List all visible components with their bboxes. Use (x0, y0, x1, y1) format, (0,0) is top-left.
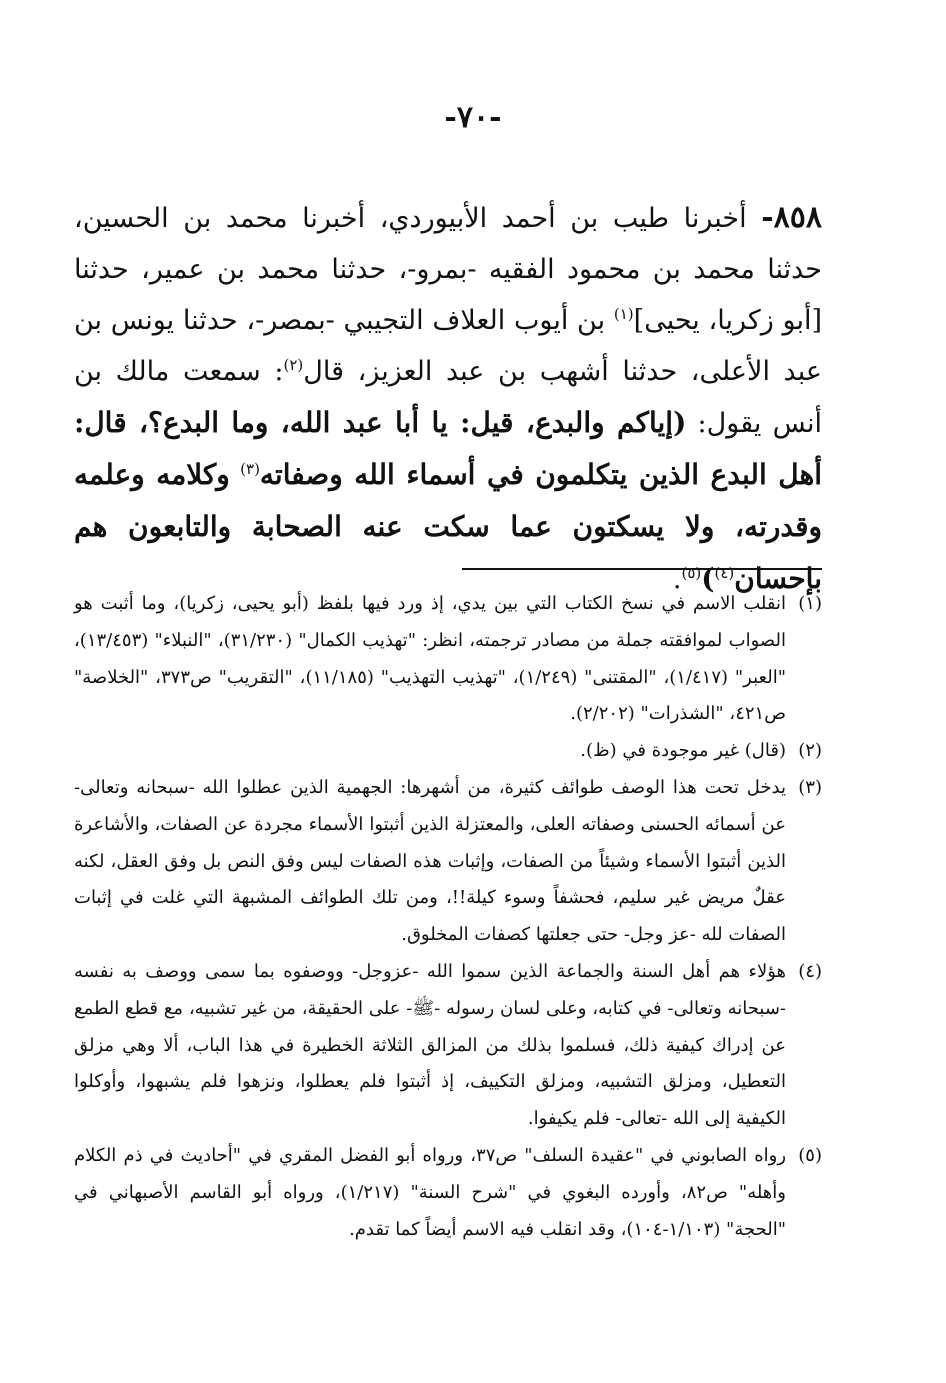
quote-part-2: وكلامه وعلمه وقدرته، ولا يسكتون عما سكت عنه الصحابة والتابعون هم بإحسان (74, 458, 822, 595)
footnote-number: (٥) (798, 1144, 822, 1166)
final-period: . (672, 564, 682, 595)
footnote-ref-5[interactable]: (٥) (681, 564, 702, 582)
quote-part-1: (إياكم والبدع، قيل: يا أبا عبد الله، وما البدع؟، قال: أهل البدع الذين يتكلمون في أسماء الله وصفاته (74, 406, 822, 491)
footnotes-section (74, 586, 822, 1248)
footnote-1 (74, 586, 822, 733)
footnote-divider (462, 568, 822, 570)
footnote-ref-3[interactable]: (٣) (240, 460, 260, 478)
footnote-text: انقلب الاسم في نسخ الكتاب التي بين يدي، إذ ورد فيها بلفظ (أبو يحيى، زكريا)، وما أثبت هو الصواب لموافقته جملة من مصادر ترجمته، انظر: "تهذيب الكمال" (٣١/٢٣٠)، "النبلاء" (١٣/٤٥٣)، "العبر" (١/٤١٧)، "المقتنى" (١/٢٤٩)، "تهذيب التهذيب" (١١/١٨٥)، "التقريب" ص٣٧٣، "الخلاصة" ص٤٢١، "الشذرات" (٢/٢٠٢). (74, 593, 786, 725)
hadith-chain-continued: بن أيوب العلاف التجيبي -بمصر-، حدثنا يونس بن عبد الأعلى، حدثنا أشهب بن عبد العزيز، قال (74, 305, 822, 387)
hadith-paragraph (74, 192, 822, 605)
footnote-number: (٢) (798, 740, 822, 762)
footnote-number: (٣) (798, 776, 822, 798)
footnote-number: (١) (798, 593, 822, 614)
footnote-2 (74, 733, 822, 770)
footnote-4 (74, 954, 822, 1138)
hadith-chain-end: : سمعت مالك بن أنس يقول: (74, 356, 823, 439)
footnote-text: رواه الصابوني في "عقيدة السلف" ص٣٧، ورواه أبو الفضل المقري في "أحاديث في ذم الكلام وأهله" ص٨٢، وأورده البغوي في "شرح السنة" (١/٢١٧)، ورواه أبو القاسم الأصبهاني في "الحجة" (١/١٠٣-١٠٤)، وقد انقلب فيه الاسم أيضاً كما تقدم. (74, 1144, 787, 1240)
page-number: -٧٠- (444, 100, 502, 135)
footnote-ref-1[interactable]: (١) (613, 305, 634, 323)
hadith-number: ٨٥٨- (761, 200, 822, 235)
footnote-ref-4[interactable]: (٤) (714, 564, 735, 582)
quote-close: ) (701, 562, 715, 595)
footnote-3 (74, 770, 822, 954)
hadith-chain: أخبرنا طيب بن أحمد الأبيوردي، أخبرنا محمد بن الحسين، حدثنا محمد بن محمود الفقيه -بمرو-، حدثنا محمد بن عمير، حدثنا [أبو زكريا، يحيى] (74, 203, 822, 336)
footnote-text: هؤلاء هم أهل السنة والجماعة الذين سموا الله -عزوجل- ووصفوه بما سمى ووصف به نفسه -سبحانه وتعالى- في كتابه، وعلى لسان رسوله -ﷺ- على الحقيقة، من غير تشبيه، مع قطع الطمع عن إدراك كيفية ذلك، فسلموا بذلك من المزالق الثلاثة الخطيرة في هذا الباب، ألا وهي مزلق التعطيل، ومزلق التشبيه، ومزلق التكييف، إذ أثبتوا فلم يعطلوا، ونزهوا فلم يشبهوا، وأوكلوا الكيفية إلى الله -تعالى- فلم يكيفوا. (74, 960, 786, 1130)
footnote-ref-2[interactable]: (٢) (283, 356, 304, 374)
footnote-5 (74, 1138, 822, 1248)
footnote-number: (٤) (798, 960, 822, 982)
footnote-text: (قال) غير موجودة في (ظ). (580, 740, 786, 762)
footnote-text: يدخل تحت هذا الوصف طوائف كثيرة، من أشهرها: الجهمية الذين عطلوا الله -سبحانه وتعالى- عن أسمائه الحسنى وصفاته العلى، والمعتزلة الذين أثبتوا الأسماء مجردة عن الصفات، والأشاعرة الذين أثبتوا الأسماء وشيئاً من الصفات، وإثبات هذه الصفات ليس وفق النص بل وفق العقل، لكنه عقلٌ مريض غير سليم، فحشفاً وسوء كيلة!!، ومن تلك الطوائف المشبهة التي غلت في إثبات الصفات لله -عز وجل- حتى جعلتها كصفات المخلوق. (74, 776, 786, 946)
